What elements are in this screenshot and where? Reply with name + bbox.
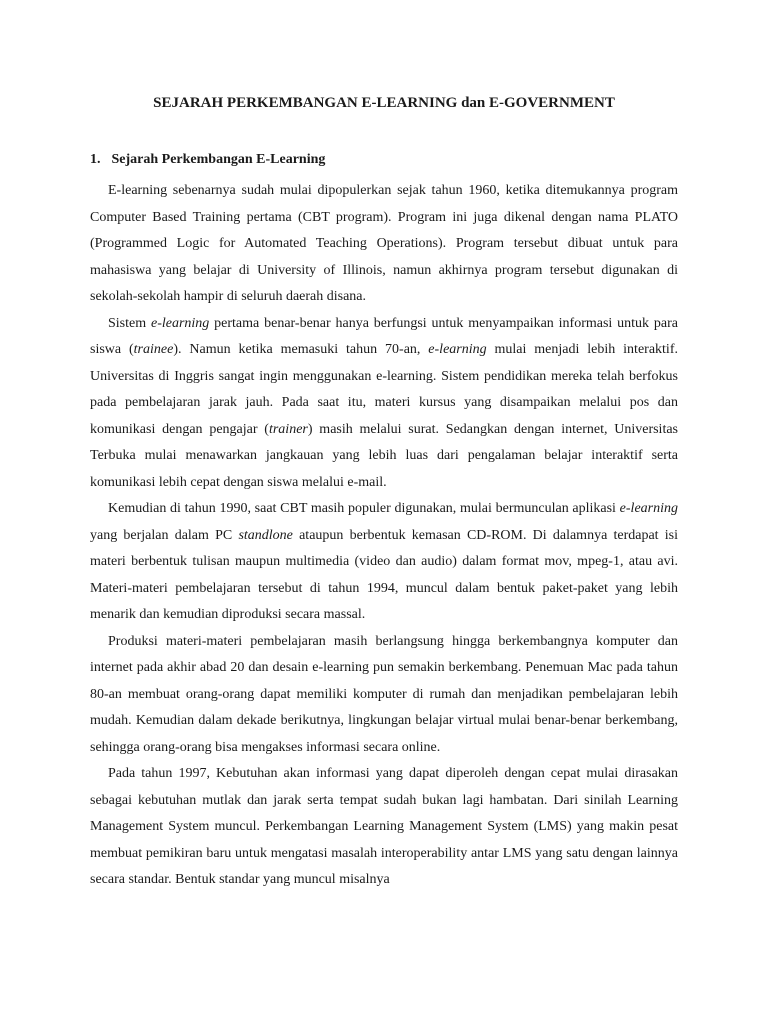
italic-term: e-learning [428,342,487,357]
paragraph-text: ataupun berbentuk kemasan CD-ROM. Di dalamnya terdapat isi materi berbentuk tulisan maupun multimedia (video dan audio) dalam format mov, mpeg-1, atau avi. Materi-materi pembelajaran tersebut di tahun 1994, muncul dalam bentuk paket-paket yang lebih menarik dan kemudian diproduksi secara massal. [90,527,678,622]
section-title: Sejarah Perkembangan E-Learning [111,152,326,167]
paragraph-text: yang berjalan dalam PC [90,527,239,543]
paragraph-text: Kemudian di tahun 1990, saat CBT masih populer digunakan, mulai bermunculan aplikasi [108,501,620,516]
italic-term: e-learning [619,501,678,516]
paragraph-text: Produksi materi-materi pembelajaran masih berlangsung hingga berkembangnya komputer dan internet pada akhir abad 20 dan desain e-learning pun semakin berkembang. Penemuan Mac pada tahun 80-an membuat orang-orang dapat memiliki komputer di rumah dan menjadikan pembelajaran lebih mudah. Kemudian dalam dekade berikutnya, lingkungan belajar virtual mulai benar-benar berkembang, sehingga orang-orang bisa mengakses informasi secara online. [90,633,678,755]
italic-term: e-learning [150,315,210,331]
section-number: 1. [90,152,101,167]
paragraph-text: E-learning sebenarnya sudah mulai dipopulerkan sejak tahun 1960, ketika ditemukannya program Computer Based Training pertama (CBT program). Program ini juga dikenal dengan nama PLATO (Programmed Logic for Automated Teaching Operations). Program tersebut dibuat untuk para mahasiswa yang belajar di University of Illinois, namun akhirnya program tersebut digunakan di sekolah-sekolah hampir di seluruh daerah disana. [90,183,678,304]
paragraph-text: Sistem [108,315,151,331]
paragraph-text: Pada tahun 1997, Kebutuhan akan informasi yang dapat diperoleh dengan cepat mulai dirasakan sebagai kebutuhan mutlak dan jarak serta tempat sudah bukan lagi hambatan. Dari sinilah Learning Management System muncul. Perkembangan Learning Management System (LMS) yang makin pesat membuat pemikiran baru untuk mengatasi masalah interoperability antar LMS yang satu dengan lainnya secara standar. Bentuk standar yang muncul misalnya [90,766,678,887]
italic-term: trainer [268,421,308,437]
paragraph [90,311,678,497]
paragraph [90,496,678,629]
document-title: SEJARAH PERKEMBANGAN E-LEARNING dan E-GOVERNMENT [153,95,615,111]
paragraph [90,761,678,894]
paragraph [90,178,678,311]
body-text [90,178,678,894]
paragraph [90,629,678,762]
paragraph-text: mulai menjadi lebih interaktif. Universitas di Inggris sangat ingin menggunakan e-learning. Sistem pendidikan mereka telah berfokus pada pembelajaran jarak jauh. Pada saat itu, materi kursus yang disampaikan melalui pos dan komunikasi dengan pengajar ( [90,342,678,437]
italic-term: standlone [238,527,293,543]
paragraph-text: ). Namun ketika memasuki tahun 70-an, [173,342,429,357]
italic-term: trainee [133,342,174,357]
section-heading [90,150,678,170]
paragraph-text: pertama benar-benar hanya berfungsi untuk menyampaikan informasi untuk para siswa ( [90,315,679,357]
paragraph-text: ) masih melalui surat. Sedangkan dengan internet, Universitas Terbuka mulai menawarkan jangkauan yang lebih luas dari pengalaman belajar interaktif serta komunikasi lebih cepat dengan siswa melalui e-mail. [90,421,679,490]
